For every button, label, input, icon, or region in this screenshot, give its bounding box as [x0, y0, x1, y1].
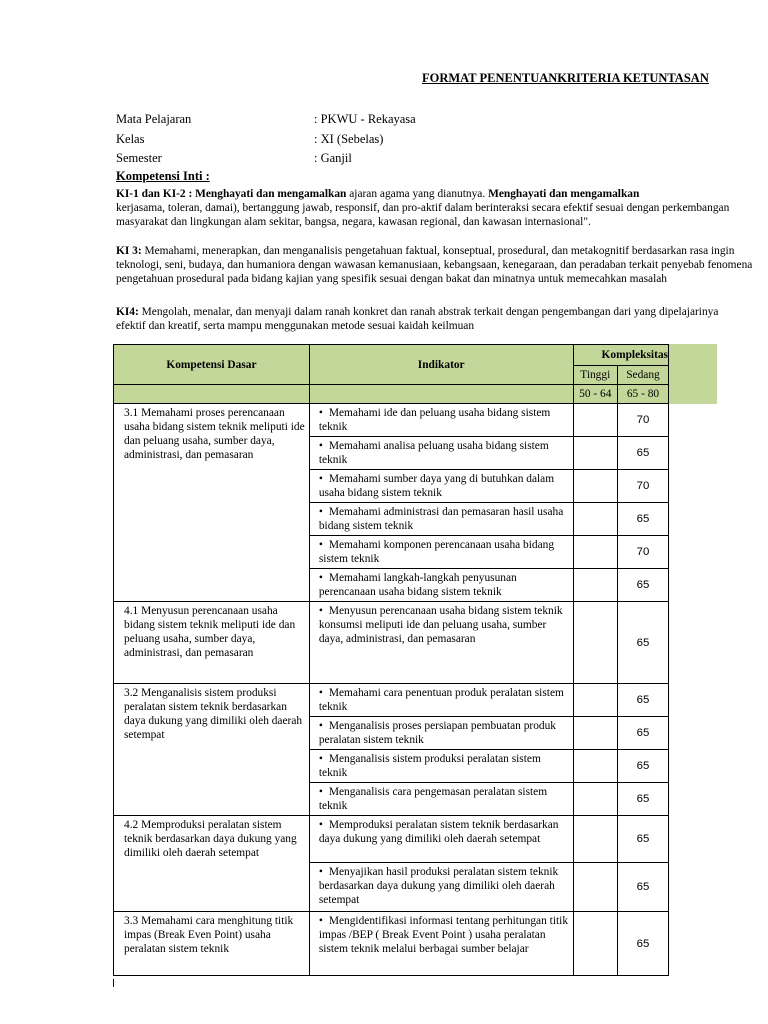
indikator-text: Mengidentifikasi informasi tentang perhitungan titik impas /BEP ( Break Event Point ) usaha peralatan sistem teknik melalui berbagai sumber belajar [318, 915, 569, 955]
header-kompetensi-dasar: Kompetensi Dasar [114, 345, 310, 385]
ki1-bold2: Menghayati dan mengamalkan [488, 188, 640, 200]
tinggi-cell [573, 783, 617, 816]
bullet-icon: • [318, 473, 323, 485]
table-edge-line [113, 979, 114, 987]
indikator-cell [309, 536, 573, 569]
header-sedang: Sedang [618, 366, 669, 385]
bullet-icon: • [318, 819, 323, 831]
bullet-icon: • [318, 915, 323, 927]
info-value: : Ganjil [314, 151, 352, 165]
ki3-line3: pengetahuan prosedural pada bidang kajian yang spesifik sesuai dengan bakat dan minatnya untuk memecahkan masalah [116, 273, 667, 285]
ki1-text: ajaran agama yang dianutnya. [346, 188, 489, 200]
ki3-line1: Memahami, menerapkan, dan menganalisis pengetahuan faktual, konseptual, prosedural, dan metakognitif berdasarkan rasa ingin [141, 245, 735, 257]
indikator-text: Memahami komponen perencanaan usaha bidang sistem teknik [318, 539, 555, 565]
info-label: Kelas [116, 132, 145, 146]
tinggi-cell [573, 437, 617, 470]
tinggi-cell [573, 816, 617, 863]
tinggi-cell [573, 750, 617, 783]
sedang-score-cell: 70 [618, 470, 669, 503]
ki4-line2: efektif dan kreatif, serta mampu menggunakan metode sesuai kaidah keilmuan [116, 320, 475, 332]
info-value: : PKWU - Rekayasa [314, 112, 416, 126]
bullet-icon: • [318, 539, 323, 551]
indikator-text: Menyusun perencanaan usaha bidang sistem teknik konsumsi meliputi ide dan peluang usaha, sumber daya, administrasi, dan pemasaran [318, 605, 563, 645]
tinggi-cell [573, 404, 617, 437]
bullet-icon: • [318, 753, 323, 765]
tinggi-cell [573, 503, 617, 536]
ki1-line3: masyarakat dan lingkungan alam sekitar, bangsa, negara, kawasan regional, dan kawasan internasional". [116, 216, 591, 228]
bullet-icon: • [318, 687, 323, 699]
indikator-text: Memahami analisa peluang usaha bidang sistem teknik [318, 440, 549, 466]
indikator-text: Memahami ide dan peluang usaha bidang sistem teknik [318, 407, 551, 433]
tinggi-cell [573, 602, 617, 684]
indikator-text: Menganalisis proses persiapan pembuatan produk peralatan sistem teknik [318, 720, 556, 746]
indikator-text: Memproduksi peralatan sistem teknik berdasarkan daya dukung yang dimiliki oleh daerah setempat [318, 819, 559, 845]
tinggi-cell [573, 470, 617, 503]
sedang-score-cell: 65 [618, 783, 669, 816]
table-row [114, 684, 669, 717]
kompetensi-dasar-cell: 3.3 Memahami cara menghitung titik impas (Break Even Point) usaha peralatan sistem teknik [114, 912, 310, 976]
bullet-icon: • [318, 720, 323, 732]
ki1-paragraph [116, 187, 729, 229]
tinggi-cell [573, 912, 617, 976]
bullet-icon: • [318, 786, 323, 798]
indikator-cell [309, 470, 573, 503]
ki1-line2: kerjasama, toleran, damai), bertanggung jawab, responsif, dan pro-aktif dalam berinteraksi secara efektif sesuai dengan perkembangan [116, 202, 730, 214]
indikator-cell [309, 783, 573, 816]
table-row [114, 404, 669, 437]
sedang-score-cell: 65 [618, 602, 669, 684]
info-label: Semester [116, 151, 162, 165]
ki3-line2: teknologi, seni, budaya, dan humaniora dengan wawasan kemanusiaan, kebangsaan, kenegaraan, dan peradaban terkait penyebab fenomena [116, 259, 753, 271]
sedang-score-cell: 65 [618, 863, 669, 912]
indikator-cell [309, 437, 573, 470]
indikator-text: Menyajikan hasil produksi peralatan sistem teknik berdasarkan daya dukung yang dimiliki oleh daerah setempat [318, 866, 559, 906]
kompetensi-dasar-cell: 3.1 Memahami proses perencanaan usaha bidang sistem teknik meliputi ide dan peluang usaha, sumber daya, administrasi, dan pemasaran [114, 404, 310, 602]
info-row-mapel [116, 112, 416, 127]
indikator-text: Menganalisis cara pengemasan peralatan sistem teknik [318, 786, 548, 812]
kompetensi-dasar-cell: 4.2 Memproduksi peralatan sistem teknik berdasarkan daya dukung yang dimiliki oleh daerah setempat [114, 816, 310, 912]
bullet-icon: • [318, 407, 323, 419]
header-range-sedang: 65 - 80 [618, 385, 669, 404]
ki3-bold: KI 3: [116, 245, 142, 257]
indikator-text: Menganalisis sistem produksi peralatan sistem teknik [318, 753, 541, 779]
indikator-cell [309, 863, 573, 912]
info-value: : XI (Sebelas) [314, 132, 384, 146]
bullet-icon: • [318, 866, 323, 878]
kompetensi-dasar-cell: 4.1 Menyusun perencanaan usaha bidang sistem teknik meliputi ide dan peluang usaha, sumber daya, administrasi, dan pemasaran [114, 602, 310, 684]
info-row-kelas [116, 132, 384, 147]
ki4-paragraph [116, 305, 718, 333]
kkm-table [113, 344, 669, 976]
sedang-score-cell: 65 [618, 503, 669, 536]
indikator-text: Memahami langkah-langkah penyusunan perencanaan usaha bidang sistem teknik [318, 572, 517, 598]
sedang-score-cell: 65 [618, 717, 669, 750]
ki1-bold: KI-1 dan KI-2 : Menghayati dan mengamalkan [116, 188, 347, 200]
sedang-score-cell: 65 [618, 569, 669, 602]
header-fill-overflow [669, 344, 717, 404]
indikator-cell [309, 816, 573, 863]
ki3-paragraph [116, 244, 752, 286]
header-blank-kd [114, 385, 310, 404]
bullet-icon: • [318, 506, 323, 518]
header-blank-ind [309, 385, 573, 404]
sedang-score-cell: 65 [618, 437, 669, 470]
tinggi-cell [573, 569, 617, 602]
indikator-text: Memahami cara penentuan produk peralatan sistem teknik [318, 687, 564, 713]
ki4-line1: Mengolah, menalar, dan menyaji dalam ranah konkret dan ranah abstrak terkait dengan pengembangan dari yang dipelajarinya [138, 306, 719, 318]
table-row [114, 816, 669, 863]
kompetensi-dasar-cell: 3.2 Menganalisis sistem produksi peralatan sistem teknik berdasarkan daya dukung yang dimiliki oleh daerah setempat [114, 684, 310, 816]
tinggi-cell [573, 536, 617, 569]
table-row [114, 912, 669, 976]
indikator-cell [309, 404, 573, 437]
indikator-cell [309, 750, 573, 783]
indikator-cell [309, 717, 573, 750]
indikator-cell [309, 602, 573, 684]
header-tinggi: Tinggi [573, 366, 617, 385]
tinggi-cell [573, 863, 617, 912]
indikator-cell [309, 912, 573, 976]
header-kompleksitas: Kompleksitas [573, 345, 668, 366]
sedang-score-cell: 65 [618, 684, 669, 717]
document-title: FORMAT PENENTUANKRITERIA KETUNTASAN [422, 71, 709, 85]
bullet-icon: • [318, 440, 323, 452]
bullet-icon: • [318, 605, 323, 617]
indikator-text: Memahami sumber daya yang di butuhkan dalam usaha bidang sistem teknik [318, 473, 555, 499]
tinggi-cell [573, 717, 617, 750]
table-row [114, 602, 669, 684]
ki4-bold: KI4: [116, 306, 139, 318]
kompetensi-inti-heading: Kompetensi Inti : [116, 169, 210, 183]
indikator-cell [309, 503, 573, 536]
info-label: Mata Pelajaran [116, 112, 192, 126]
sedang-score-cell: 70 [618, 536, 669, 569]
indikator-cell [309, 569, 573, 602]
sedang-score-cell: 65 [618, 750, 669, 783]
indikator-cell [309, 684, 573, 717]
indikator-text: Memahami administrasi dan pemasaran hasil usaha bidang sistem teknik [318, 506, 564, 532]
header-indikator: Indikator [309, 345, 573, 385]
sedang-score-cell: 65 [618, 912, 669, 976]
info-row-semester [116, 151, 352, 166]
header-range-tinggi: 50 - 64 [573, 385, 617, 404]
sedang-score-cell: 70 [618, 404, 669, 437]
sedang-score-cell: 65 [618, 816, 669, 863]
tinggi-cell [573, 684, 617, 717]
bullet-icon: • [318, 572, 323, 584]
table-body [114, 404, 669, 976]
